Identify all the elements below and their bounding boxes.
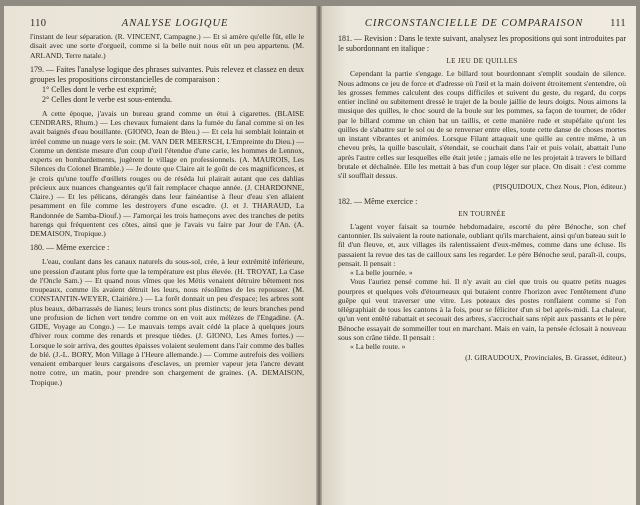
right-running-title: CIRCONSTANCIELLE DE COMPARAISON xyxy=(364,18,584,29)
right-page xyxy=(322,6,636,505)
exercise-182-source: (J. GIRAUDOUX, Provinciales, B. Grasset, éditeur.) xyxy=(465,353,626,363)
left-running-title: ANALYSE LOGIQUE xyxy=(121,18,229,29)
left-page xyxy=(4,6,316,505)
exercise-181-source: (PISQUIDOUX, Chez Nous, Plon, éditeur.) xyxy=(493,182,626,192)
exercise-179-item-2: 2° Celles dont le verbe est sous-entendu. xyxy=(42,94,173,104)
exercise-182-title: 182. — Même exercice : xyxy=(338,196,418,206)
left-top-paragraph: l'instant de leur séparation. (R. VINCENT, Campagne.) — Et si amère qu'elle fût, elle le disait avec une sorte d'orgueil, comme si la belle nuit nous eût un peu appartenu. (M. ARLAND, Terre natale.) xyxy=(30,32,304,60)
left-page-number: 110 xyxy=(30,18,47,29)
exercise-179-title: 179. — Faites l'analyse logique des phrases suivantes. Puis relevez et classez en deux groupes les propositions circonstancielles de comparaison : xyxy=(30,64,304,84)
exercise-182-body-2: Vous l'auriez pensé comme lui. Il n'y avait au ciel que trois ou quatre petits nuages pourpres et quelques vols d'étourneaux qui butaient contre l'horizon avec l'entêtement d'une guêpe qui veut traverser une vitre. Les poteaux des postes ronflaient comme si l'on télégraphiait de tous les cantons à la fois, pour se féliciter d'un si bel après-midi. La chaleur, qu'un vent entêté rabattait et secouait des arbres, s'accrochait sans répit aux passants et le père Bénoche essayait de sommeiller tout en marchant. Mais en vain, la pensée éclosait à nouveau sous son crâne tiède. Il pensait : xyxy=(338,277,626,342)
exercise-181-title: 181. — Revision : Dans le texte suivant, analysez les propositions qui sont introduites par le subordonnant en italique : xyxy=(338,34,626,53)
exercise-182-quote-2: « La belle route. » xyxy=(350,342,406,351)
left-page-header xyxy=(30,18,304,29)
right-page-header xyxy=(338,18,626,29)
exercise-182-quote-1: « La belle journée. » xyxy=(350,268,413,277)
exercise-180-title: 180. — Même exercice : xyxy=(30,243,110,253)
exercise-182-subtitle: EN TOURNÉE xyxy=(458,209,506,218)
right-page-number: 111 xyxy=(610,18,626,29)
exercise-181-subtitle: LE JEU DE QUILLES xyxy=(446,57,518,65)
exercise-182-body: L'agent voyer faisait sa tournée hebdomadaire, escorté du père Bénoche, son chef cantonnier. Ils suivaient la route nationale, oubliant qu'ils marchaient, ainsi qu'un bateau suit le fil d'un fleuve, et, aux villages ils ralentissaient d'eux-mêmes, comme dans une écluse. Ils passaient la revue des tas de cailloux sans les regarder. Le père Bénoche seul, paraît-il, coups, pensait. Il pensait : xyxy=(338,221,626,268)
exercise-180-body: L'eau, coulant dans les canaux naturels du sous-sol, crée, à leur extrémité inférieure, une pression d'autant plus forte que la température est plus élevée. (H. TROYAT, La Case de l'Oncle Sam.) — Et quand nous vîmes que les Métis venaient détruire bêtement nos troupeaux, comme ils avaient détruit les leurs, nous résolûmes de les repousser. (M. CONSTANTIN-WEYER, Clairière.) — La forêt donnait un peu d'espace; les arbres sont plus beaux, débarrassés de lianes; leurs troncs sont plus distincts; de leurs branches pend une profusion de lichen vert tendre comme on en voit aux mélèzes de l'Engadine. (A. GIDE, Voyage au Congo.) — Le mauvais temps avait cédé la place à quelques jours d'hiver roux comme des renards et presque tièdes. (J. GIONO, Les Ames fortes.) — Lorsque le soir arriva, des gouttes épaisses volaient seulement dans l'air comme des balles de blé. (J.-L. BORY, Mon Village à l'Heure allemande.) — Comme autrefois des voiliers venaient embarquer leurs cargaisons d'esclaves, un premier vapeur jeta l'ancre devant notre cotre, un matin, pour prendre son chargement de graines. (A. DEMAISON, Tropique.) xyxy=(30,257,304,387)
exercise-179-item-1: 1° Celles dont le verbe est exprimé; xyxy=(42,84,157,94)
exercise-181-body: Cependant la partie s'engage. Le billard tout bourdonnant s'emplit soudain de silence. Nous admons ce jeu de force et d'adresse où l'œil et la main doivent étroitement s'entendre, où les grosses femmes calculent des coups difficiles et suivent du geste, du regard, du corps entier incliné ou subitement dressé le trajet de la boule jaillie de leurs doigts. Nous aimons la musique des quilles, le choc sourd de la boule sur les pommes, sa façon de tourner, de rôder par le billard comme un chien bat un taillis, et cette manière rude et stupéfaite qu'ont les quilles de s'abattre sur le sol ou de se renverser entre elles, toute cette danse de choses mortes un instant vibrantes et animées. Lorsque Filant attaquait une quille au centre même, à un cheveu près, la quille basculait, s'étendait, se couchait dans l'air et puis volait, abattait l'une après l'autre celles sur lesquelles elle était jetée ; jamais elle ne les projetait à travers le billard brutale et déchaînée. Elle les mettait à bas d'un coup léger sur place. On disait : c'est comme s'il soufflait dessus. xyxy=(338,69,626,180)
exercise-179-body: A cette époque, j'avais un bureau grand comme un étui à cigarettes. (BLAISE CENDRARS, Rhum.) — Les chevaux fumaient dans la fumée du fanal comme si on les avait baignés d'eau bouillante. (GIONO, Jean de Bleu.) — Et cela lui semblait lointain et irréel comme un nuage vers le soir. (M. VAN DER MEERSCH, L'Empreinte du Dieu.) — Comme un dentiste mesure d'un coup d'œil l'étendue d'une carie, les hommes de Lennox, experts en bombardements, jugèrent le village en professionnels. (A. MAUROIS, Les Silences du Colonel Bramble.) — Je doute que Claire ait le goût de ces magnificences, et je crois qu'une touffe d'œillets rouges ou de réséda lui plairait autant que ces dahlias précieux aux nuances changeantes qu'il fait remplacer chaque année. (J. CHARDONNE, Claire.) — Et les pélicans, dérangés dans leur fainéantise à fleur d'eau s'en allaient pesamment en file comme les destroyers d'une escadre. (J. et J. THARAUD, La Randonnée de Samba-Diouf.) — J'amorçai les trois hameçons avec des tranches de petits harengs qui fréquentent ces côtes, ainsi que je l'avais vu faire par Jour de l'An. (A. DEMAISON, Tropique.) xyxy=(30,108,304,238)
